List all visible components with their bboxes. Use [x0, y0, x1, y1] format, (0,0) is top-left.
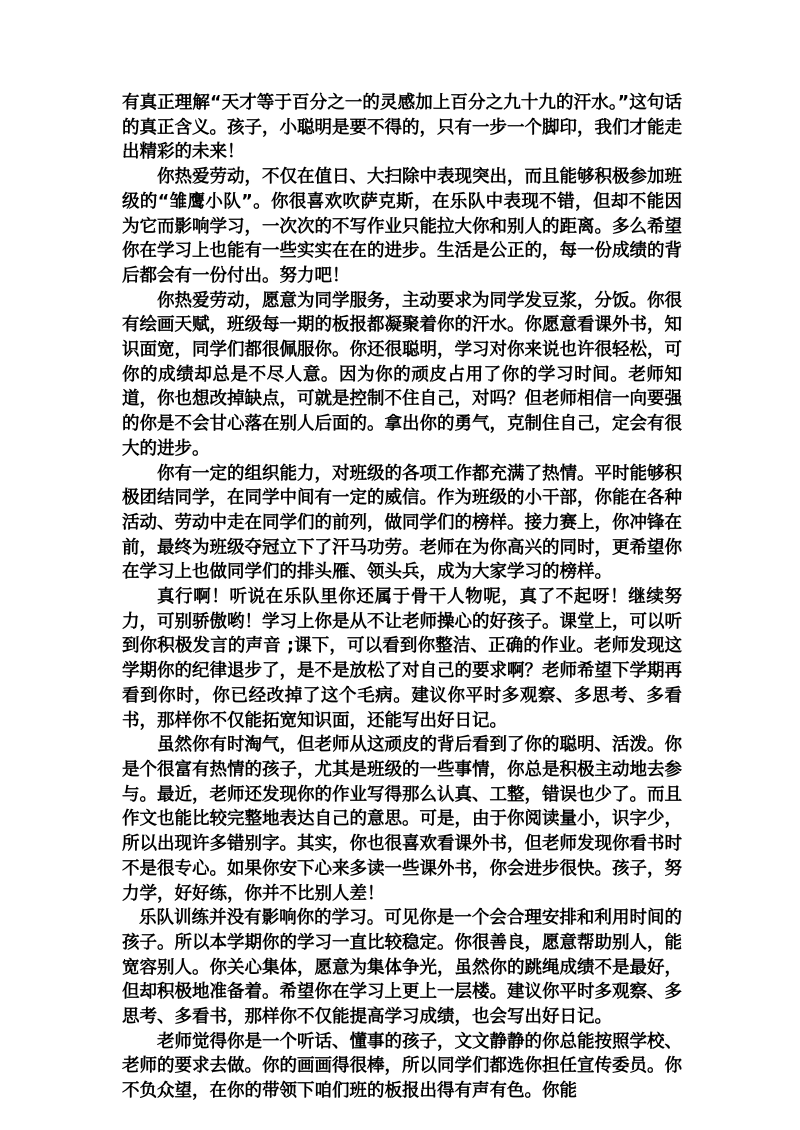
paragraph-1: 有真正理解“天才等于百分之一的灵感加上百分之九十九的汗水。”这句话的真正含义。孩子，小聪明是要不得的，只有一步一个脚印，我们才能走出精彩的未来！	[122, 93, 682, 163]
paragraph-5: 真行啊！听说在乐队里你还属于骨干人物呢，真了不起呀！继续努力，可别骄傲哟！学习上你是从不让老师操心的好孩子。课堂上，可以听到你积极发言的声音 ;课下，可以看到你整洁、正确的作业。老师发现这学期你的纪律退步了，是不是放松了对自己的要求啊？老师希望下学期再看到你时，你已经改掉了这个毛病。建议你平时多观察、多思考、多看书，那样你不仅能拓宽知识面，还能写出好日记。	[122, 587, 682, 731]
document-page	[122, 91, 682, 1104]
paragraph-8: 老师觉得你是一个听话、懂事的孩子，文文静静的你总能按照学校、老师的要求去做。你的画画得很棒，所以同学们都选你担任宣传委员。你不负众望，在你的带领下咱们班的板报出得有声有色。你能	[122, 1031, 682, 1102]
paragraph-7: 乐队训练并没有影响你的学习。可见你是一个会合理安排和利用时间的孩子。所以本学期你的学习一直比较稳定。你很善良，愿意帮助别人，能宽容别人。你关心集体，愿意为集体争光，虽然你的跳绳成绩不是最好，但却积极地准备着。希望你在学习上更上一层楼。建议你平时多观察、多思考、多看书，那样你不仅能提高学习成绩，也会写出好日记。	[122, 908, 682, 1028]
paragraph-3: 你热爱劳动，愿意为同学服务，主动要求为同学发豆浆，分饭。你很有绘画天赋，班级每一期的板报都凝聚着你的汗水。你愿意看课外书，知识面宽，同学们都很佩服你。你还很聪明，学习对你来说也许很轻松，可你的成绩却总是不尽人意。因为你的顽皮占用了你的学习时间。老师知道，你也想改掉缺点，可就是控制不住自己，对吗？但老师相信一向要强的你是不会甘心落在别人后面的。拿出你的勇气，克制住自己，定会有很大的进步。	[122, 290, 682, 459]
paragraph-4: 你有一定的组织能力，对班级的各项工作都充满了热情。平时能够积极团结同学，在同学中间有一定的威信。作为班级的小干部，你能在各种活动、劳动中走在同学们的前列，做同学们的榜样。接力赛上，你冲锋在前，最终为班级夺冠立下了汗马功劳。老师在为你高兴的同时，更希望你在学习上也做同学们的排头雁、领头兵，成为大家学习的榜样。	[122, 463, 682, 583]
paragraph-2: 你热爱劳动，不仅在值日、大扫除中表现突出，而且能够积极参加班级的“雏鹰小队”。你很喜欢吹萨克斯，在乐队中表现不错，但却不能因为它而影响学习，一次次的不写作业只能拉大你和别人的距离。多么希望你在学习上也能有一些实实在在的进步。生活是公正的，每一份成绩的背后都会有一份付出。努力吧！	[122, 167, 682, 286]
paragraph-6: 虽然你有时淘气，但老师从这顽皮的背后看到了你的聪明、活泼。你是个很富有热情的孩子，尤其是班级的一些事情，你总是积极主动地去参与。最近，老师还发现你的作业写得那么认真、工整，错误也少了。而且作文也能比较完整地表达自己的意思。可是，由于你阅读量小，识字少，所以出现许多错别字。其实，你也很喜欢看课外书，但老师发现你看书时不是很专心。如果你安下心来多读一些课外书，你会进步很快。孩子，努力学，好好练，你并不比别人差！	[122, 735, 682, 904]
